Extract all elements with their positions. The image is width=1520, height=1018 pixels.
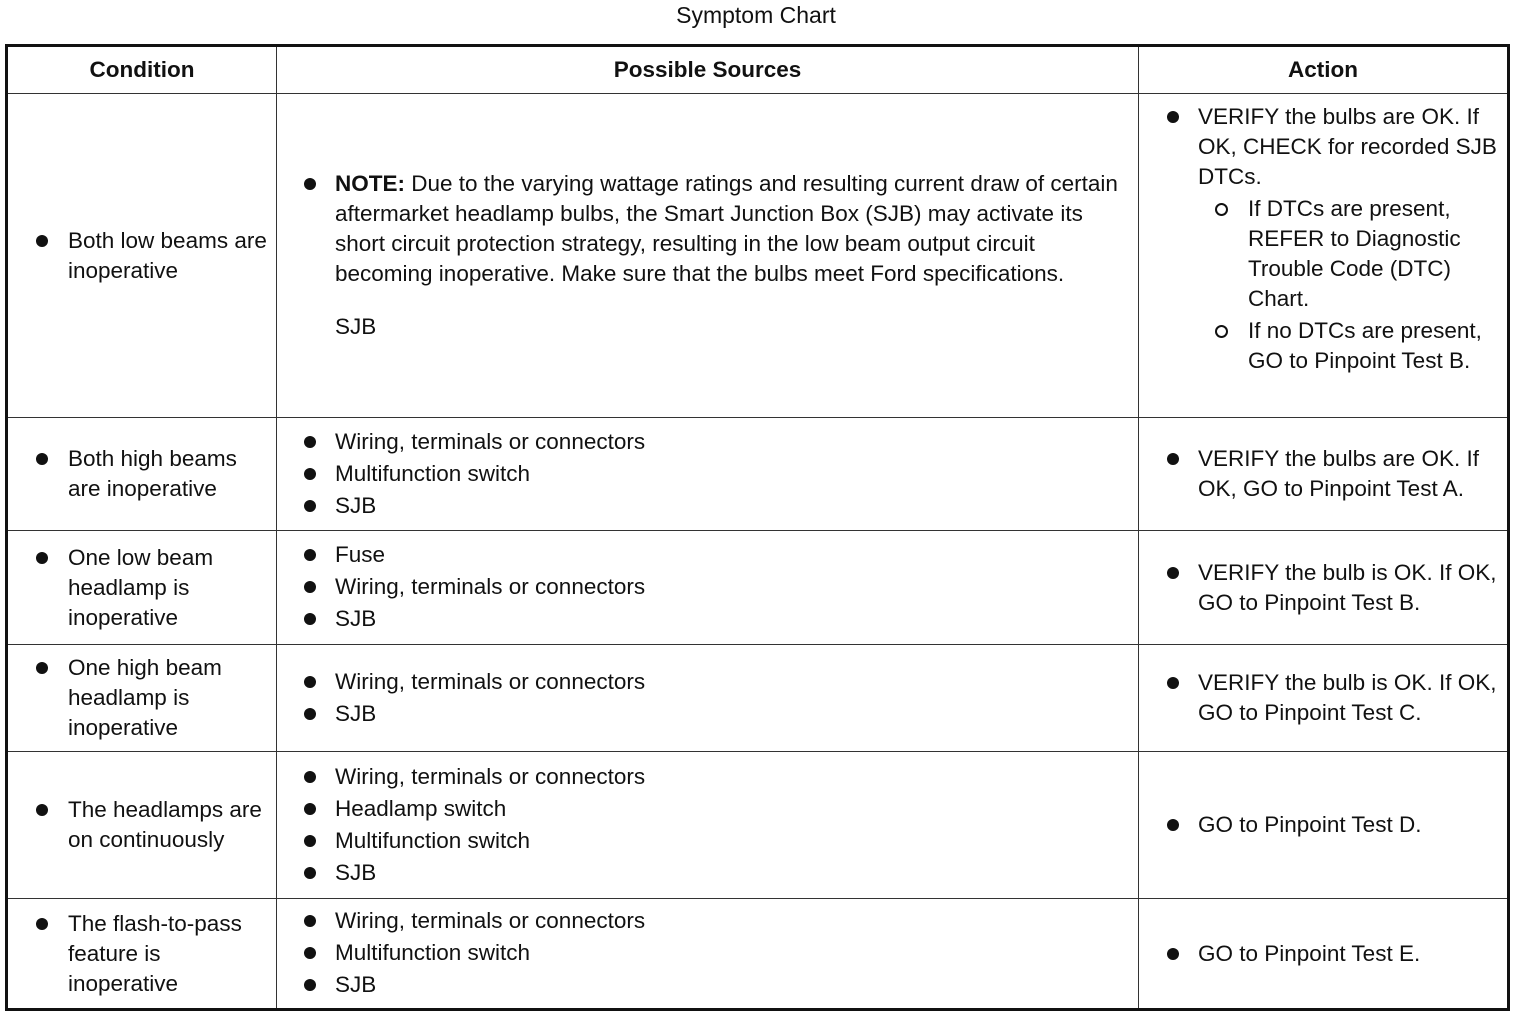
source-item <box>277 858 1138 888</box>
condition-text: The flash-to-pass feature is inoperative <box>68 910 242 996</box>
source-text: Wiring, terminals or connectors <box>335 763 646 789</box>
bullet-icon <box>304 500 316 512</box>
bullet-icon <box>1167 111 1179 123</box>
condition-item <box>8 543 276 633</box>
condition-item <box>8 795 276 855</box>
condition-text: Both low beams are inoperative <box>68 227 267 283</box>
source-text: Headlamp switch <box>335 795 507 821</box>
sources-cell <box>277 94 1139 418</box>
condition-text: The headlamps are on continuously <box>68 797 262 852</box>
source-text: Fuse <box>335 542 386 567</box>
symptom-chart-table <box>5 44 1510 1011</box>
table-row <box>7 531 1509 645</box>
condition-cell <box>7 531 277 645</box>
circle-bullet-icon <box>1215 325 1228 338</box>
bullet-icon <box>1167 948 1179 960</box>
bullet-icon <box>1167 567 1179 579</box>
action-item <box>1139 939 1507 969</box>
condition-cell <box>7 752 277 899</box>
action-text: VERIFY the bulb is OK. If OK, GO to Pinpoint Test B. <box>1198 559 1497 615</box>
table-row <box>7 418 1509 531</box>
condition-cell <box>7 899 277 1010</box>
source-item <box>277 459 1138 489</box>
bullet-icon <box>36 552 48 564</box>
bullet-icon <box>36 804 48 816</box>
action-item <box>1139 558 1507 618</box>
bullet-icon <box>304 803 316 815</box>
bullet-icon <box>304 979 316 991</box>
bullet-icon <box>304 468 316 480</box>
bullet-icon <box>304 178 316 190</box>
source-item <box>277 491 1138 521</box>
source-item <box>277 667 1138 697</box>
table-row <box>7 645 1509 752</box>
header-action: Action <box>1139 46 1509 94</box>
condition-cell <box>7 418 277 531</box>
condition-text: One low beam headlamp is inoperative <box>68 544 214 630</box>
source-item <box>277 826 1138 856</box>
action-item <box>1139 102 1507 376</box>
bullet-icon <box>36 453 48 465</box>
action-sub-text: If no DTCs are present, GO to Pinpoint Test B. <box>1248 318 1482 373</box>
condition-item <box>8 226 276 286</box>
condition-item <box>8 909 276 999</box>
source-text: Multifunction switch <box>335 460 531 486</box>
action-text: GO to Pinpoint Test D. <box>1198 812 1422 837</box>
action-item <box>1139 668 1507 728</box>
bullet-icon <box>36 662 48 674</box>
condition-text: Both high beams are inoperative <box>68 446 237 501</box>
note-text: Due to the varying wattage ratings and resulting current draw of certain aftermarket headlamp bulbs, the Smart Junction Box (SJB) may activate its short circuit protection strategy, resulting in the low beam output circuit becoming inoperative. Make sure that the bulbs meet Ford specifications. <box>335 171 1118 286</box>
sources-cell <box>277 531 1139 645</box>
action-text: GO to Pinpoint Test E. <box>1198 940 1421 966</box>
bullet-icon <box>304 581 316 593</box>
header-row <box>7 46 1509 94</box>
table-row <box>7 752 1509 899</box>
source-item <box>277 938 1138 968</box>
source-text: SJB <box>335 859 377 885</box>
header-possible-sources: Possible Sources <box>277 46 1139 94</box>
source-text: SJB <box>335 606 377 631</box>
condition-item <box>8 653 276 743</box>
action-item <box>1139 810 1507 840</box>
condition-cell <box>7 94 277 418</box>
source-text: Wiring, terminals or connectors <box>335 428 646 454</box>
bullet-icon <box>304 915 316 927</box>
source-text: Wiring, terminals or connectors <box>335 668 646 694</box>
action-cell <box>1139 531 1509 645</box>
source-item: SJB <box>335 314 377 339</box>
bullet-icon <box>304 613 316 625</box>
sources-cell <box>277 899 1139 1010</box>
action-cell <box>1139 899 1509 1010</box>
bullet-icon <box>36 918 48 930</box>
bullet-icon <box>304 436 316 448</box>
bullet-icon <box>304 835 316 847</box>
page-title: Symptom Chart <box>676 2 836 28</box>
action-cell <box>1139 752 1509 899</box>
bullet-icon <box>1167 677 1179 689</box>
source-note <box>277 169 1138 289</box>
circle-bullet-icon <box>1215 203 1228 216</box>
action-sub-text: If DTCs are present, REFER to Diagnostic Trouble Code (DTC) Chart. <box>1248 196 1461 311</box>
source-item <box>277 572 1138 602</box>
source-item <box>277 699 1138 729</box>
bullet-icon <box>1167 453 1179 465</box>
sources-cell <box>277 418 1139 531</box>
bullet-icon <box>304 676 316 688</box>
source-item <box>277 604 1138 634</box>
source-text: Multifunction switch <box>335 827 531 853</box>
condition-cell <box>7 645 277 752</box>
bullet-icon <box>304 867 316 879</box>
table-row <box>7 94 1509 418</box>
condition-text: One high beam headlamp is inoperative <box>68 655 222 740</box>
source-text: SJB <box>335 492 377 518</box>
source-text: Wiring, terminals or connectors <box>335 574 646 599</box>
source-text: SJB <box>335 700 377 726</box>
action-sub-item <box>1198 316 1503 376</box>
source-text: Multifunction switch <box>335 940 531 965</box>
source-item <box>277 794 1138 824</box>
note-label: NOTE: <box>335 171 405 196</box>
action-cell <box>1139 418 1509 531</box>
sources-cell <box>277 645 1139 752</box>
source-item <box>277 762 1138 792</box>
source-item <box>277 906 1138 936</box>
source-text: SJB <box>335 972 377 997</box>
action-sub-item <box>1198 194 1503 314</box>
source-item <box>277 970 1138 1000</box>
sources-cell <box>277 752 1139 899</box>
source-item <box>277 427 1138 457</box>
action-cell <box>1139 94 1509 418</box>
bullet-icon <box>304 549 316 561</box>
action-item <box>1139 444 1507 504</box>
condition-item <box>8 444 276 504</box>
action-text: VERIFY the bulb is OK. If OK, GO to Pinpoint Test C. <box>1198 670 1497 725</box>
bullet-icon <box>36 235 48 247</box>
bullet-icon <box>304 947 316 959</box>
table-row <box>7 899 1509 1010</box>
bullet-icon <box>304 708 316 720</box>
bullet-icon <box>304 771 316 783</box>
bullet-icon <box>1167 819 1179 831</box>
action-cell <box>1139 645 1509 752</box>
source-text: Wiring, terminals or connectors <box>335 908 646 933</box>
action-text: VERIFY the bulbs are OK. If OK, CHECK for recorded SJB DTCs. <box>1198 104 1497 189</box>
source-item <box>277 540 1138 570</box>
action-text: VERIFY the bulbs are OK. If OK, GO to Pinpoint Test A. <box>1198 446 1479 501</box>
header-condition: Condition <box>7 46 277 94</box>
